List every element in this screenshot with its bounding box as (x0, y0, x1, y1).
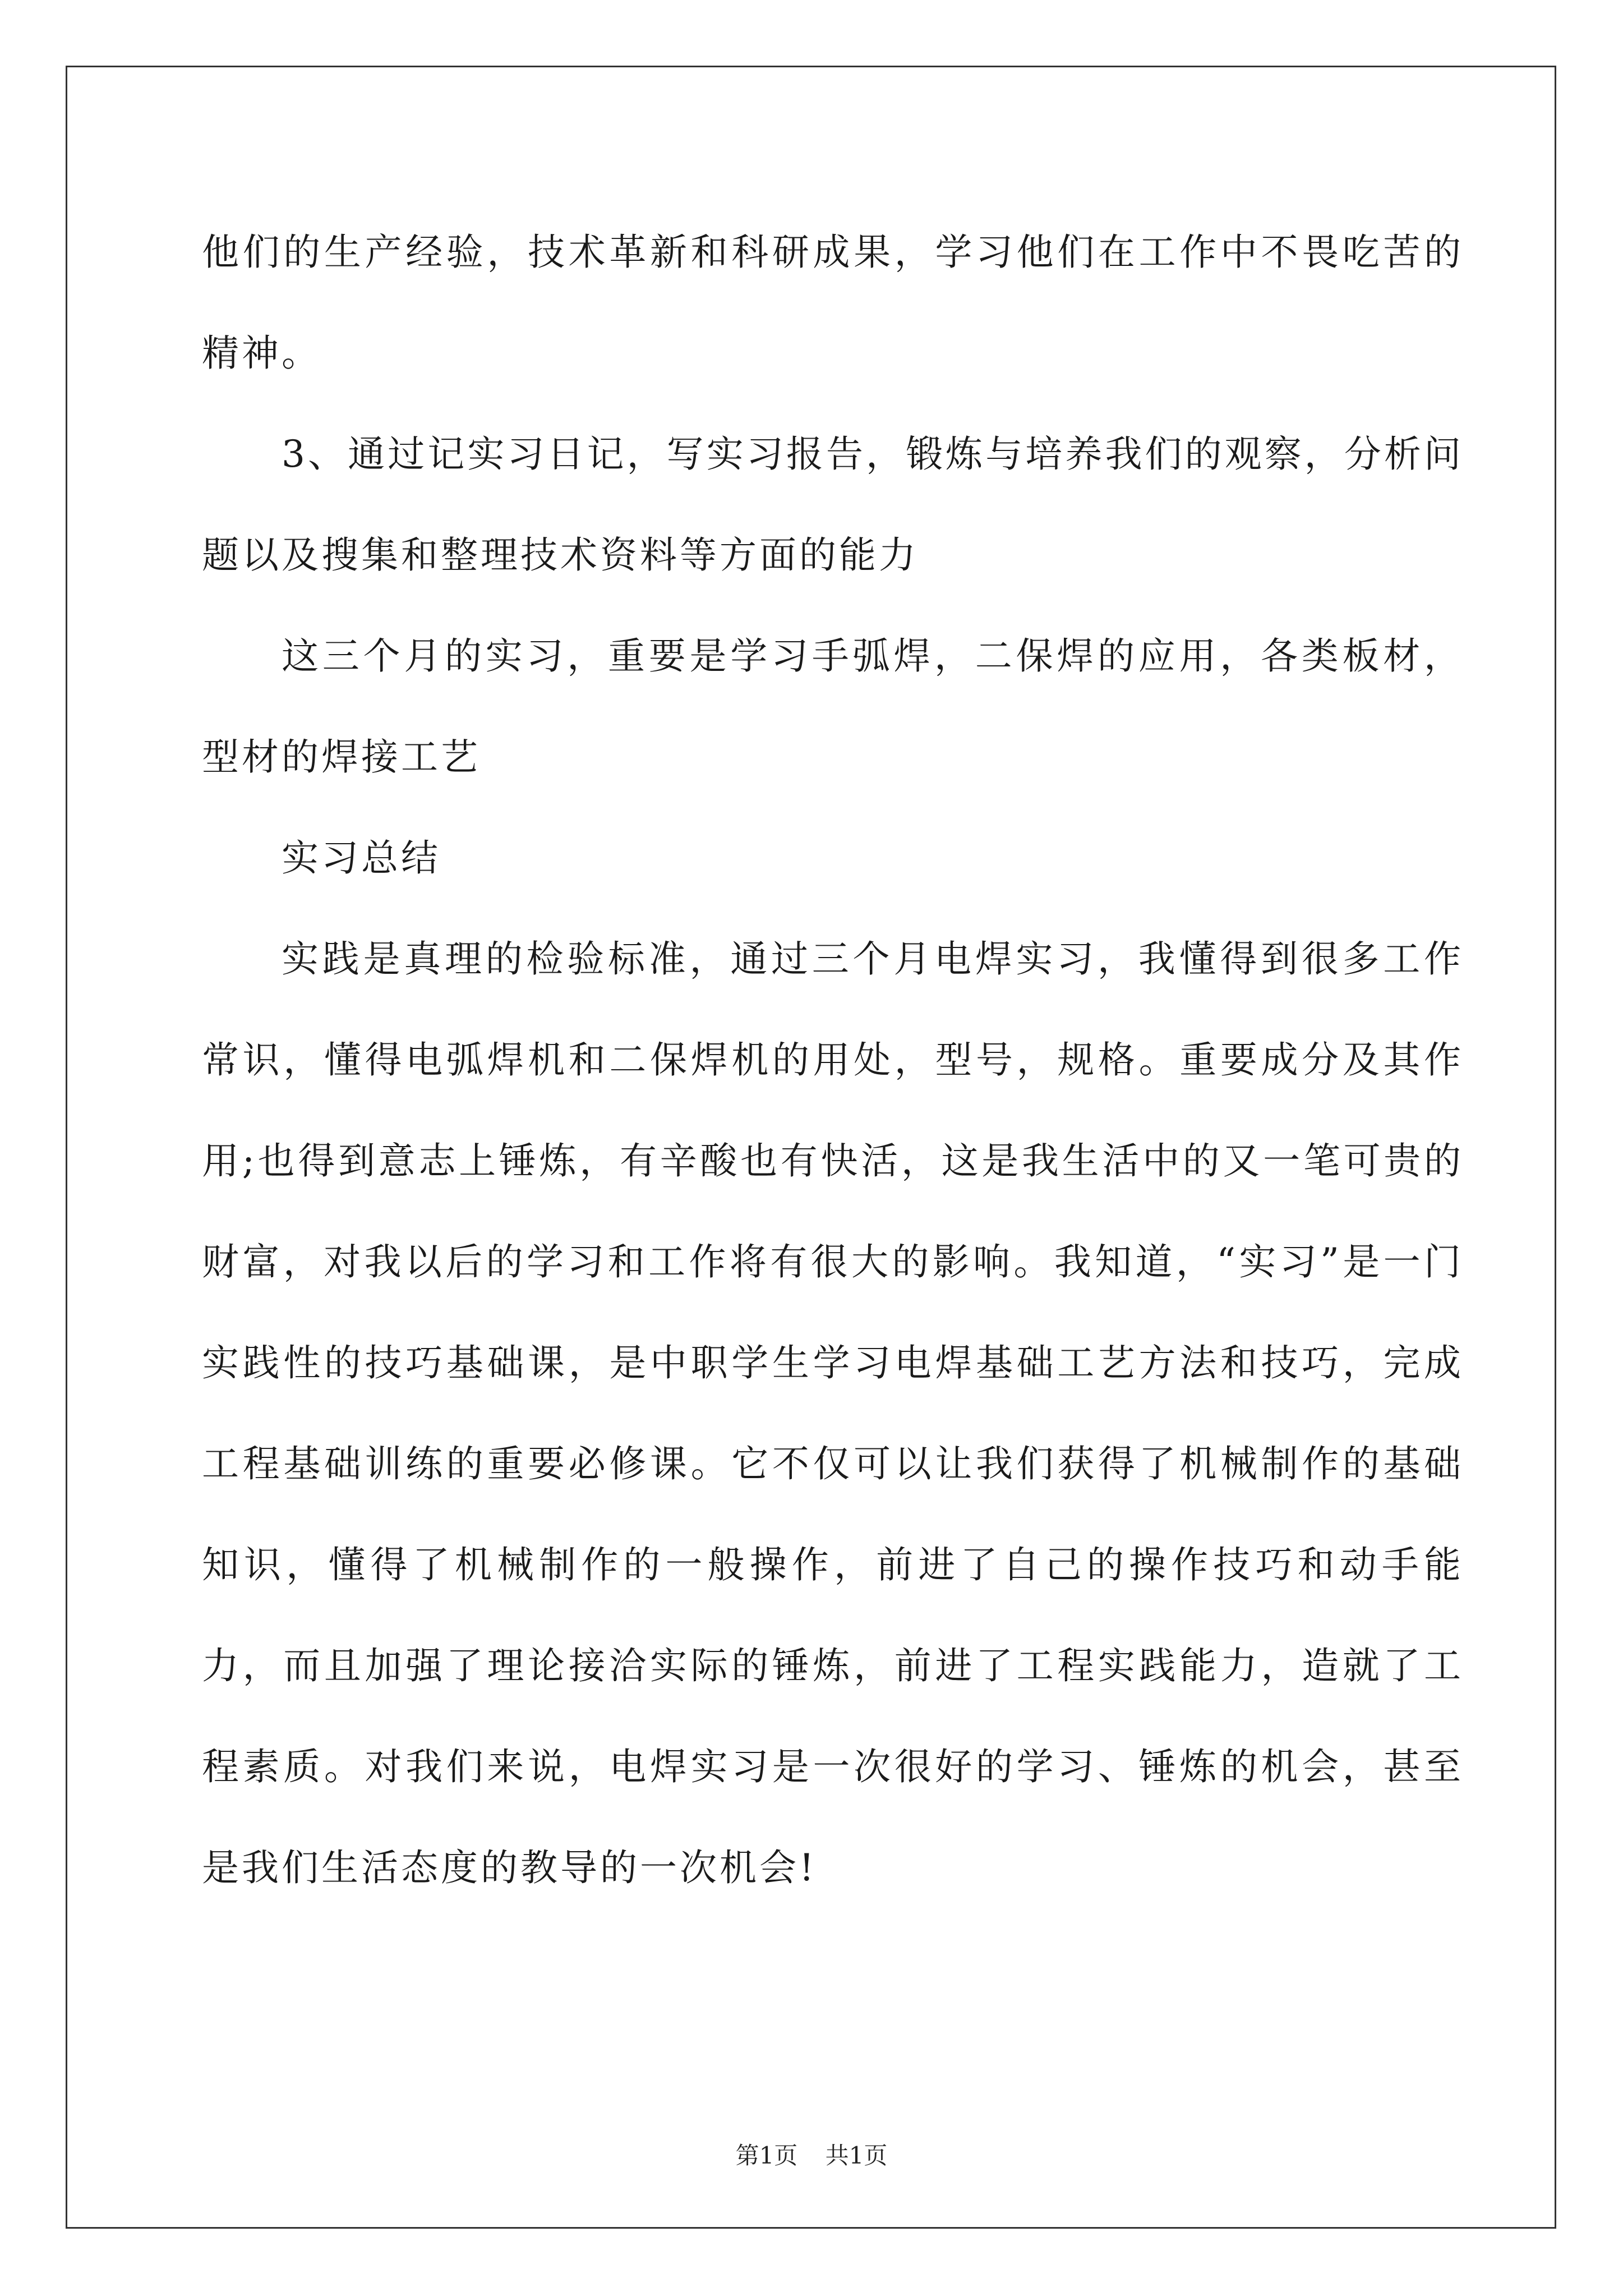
paragraph-summary: 实践是真理的检验标准，通过三个月电焊实习，我懂得到很多工作常识，懂得电弧焊机和二保焊机的用处，型号，规格。重要成分及其作用;也得到意志上锤炼，有辛酸也有快活，这是我生活中的又一笔可贵的财富，对我以后的学习和工作将有很大的影响。我知道，“实习”是一门实践性的技巧基础课，是中职学生学习电焊基础工艺方法和技巧，完成工程基础训练的重要必修课。它不仅可以让我们获得了机械制作的基础知识，懂得了机械制作的一般操作，前进了自己的操作技巧和动手能力，而且加强了理论接洽实际的锤炼，前进了工程实践能力，造就了工程素质。对我们来说，电焊实习是一次很好的学习、锤炼的机会，甚至是我们生活态度的教导的一次机会! (202, 937, 1464, 1889)
page-footer (0, 2137, 1623, 2171)
paragraph-internship-content: 这三个月的实习，重要是学习手弧焊，二保焊的应用，各类板材，型材的焊接工艺 (202, 634, 1464, 779)
page-number: 第1页 (735, 2142, 798, 2169)
document-body (202, 202, 1464, 1918)
paragraph-continuation: 他们的生产经验，技术革新和科研成果，学习他们在工作中不畏吃苦的精神。 (202, 231, 1464, 375)
page-total: 共1页 (825, 2142, 888, 2169)
paragraph-item-3: 3、通过记实习日记，写实习报告，锻炼与培养我们的观察，分析问题以及搜集和整理技术资料等方面的能力 (202, 432, 1464, 577)
section-heading-summary: 实习总结 (282, 836, 441, 880)
